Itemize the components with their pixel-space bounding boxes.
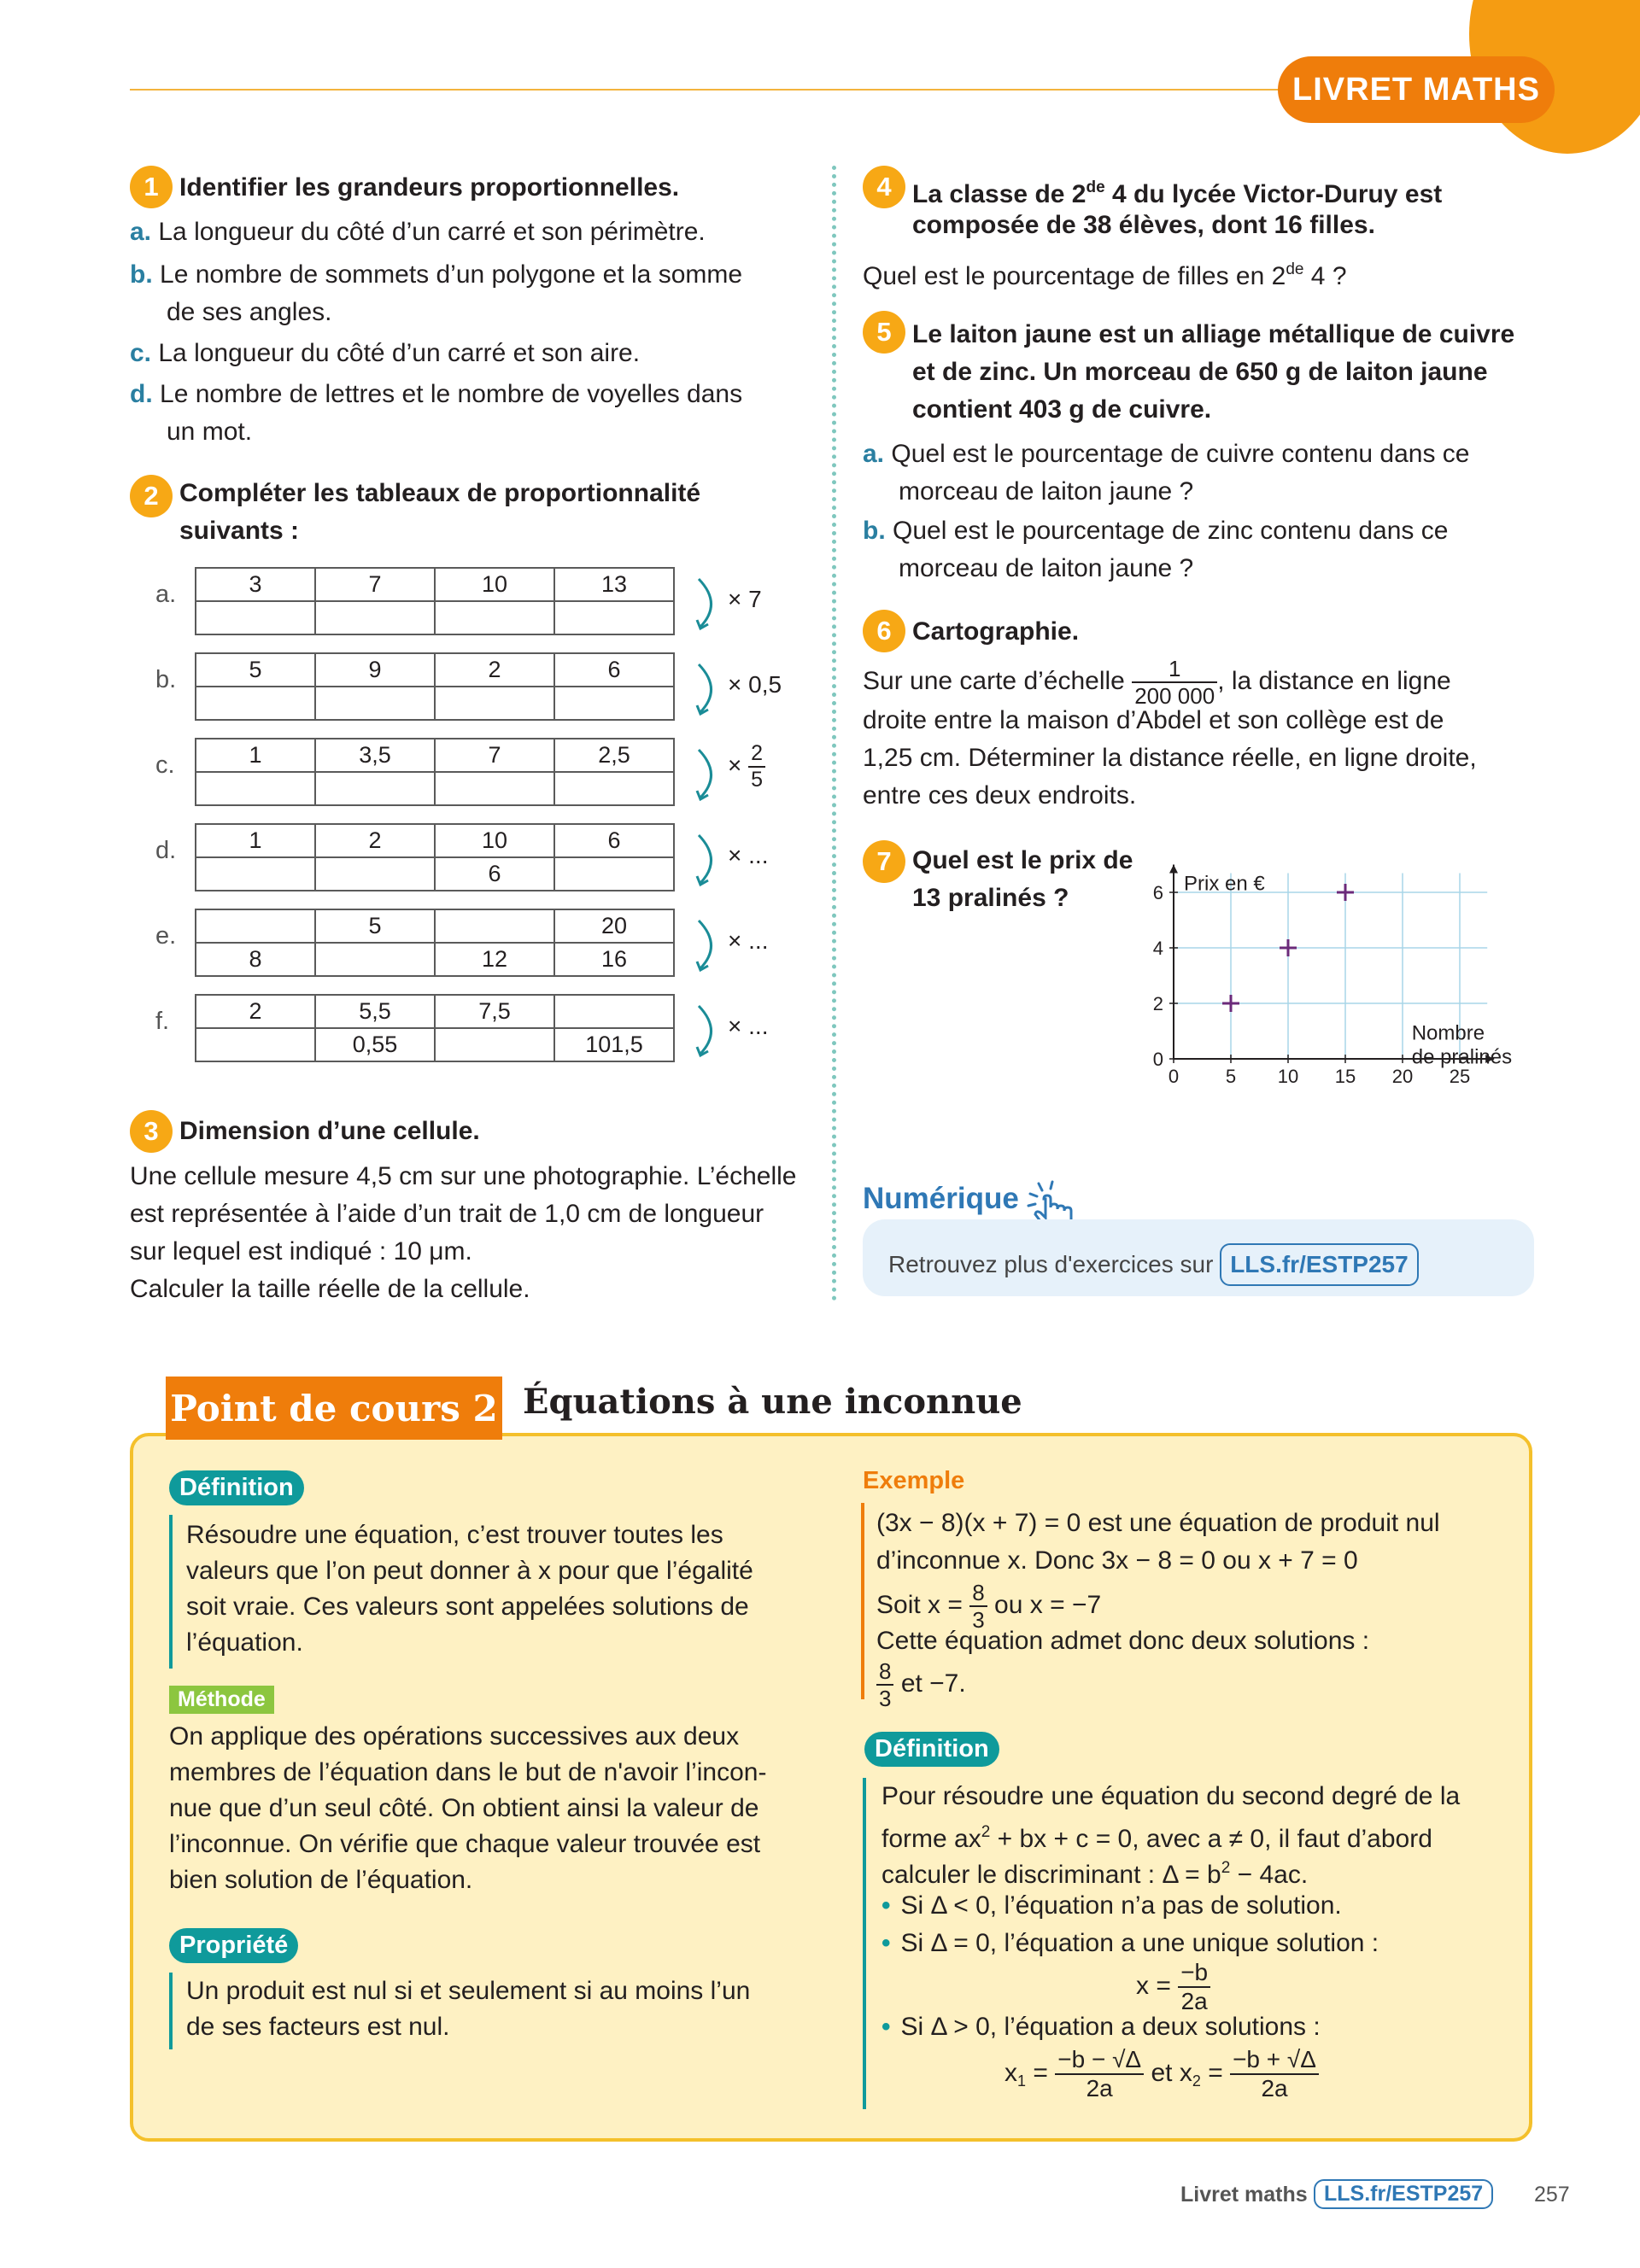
table-cell: 6 [435, 857, 554, 891]
column-separator [832, 166, 836, 1301]
example-line: Cette équation admet donc deux solutions : [876, 1627, 1370, 1655]
definition-bar [863, 1778, 866, 2109]
x-axis-title: Nombre [1411, 1021, 1485, 1045]
course-tag: Point de cours 2 [166, 1377, 502, 1440]
method-line: l’inconnue. On vérifie que chaque valeur trouvée est [169, 1830, 761, 1858]
property-line: Un produit est nul si et seulement si au moins l’un [186, 1977, 751, 2005]
table-cell: 2 [435, 653, 554, 687]
table-cell: 10 [435, 824, 554, 857]
table-cell: 1 [196, 824, 315, 857]
q5-item-b-cont: morceau de laiton jaune ? [899, 554, 1194, 582]
table-cell: 9 [315, 653, 435, 687]
table-cell: 2,5 [554, 739, 674, 772]
table-cell [315, 772, 435, 805]
table-cell [435, 687, 554, 720]
exercise-6-title: Cartographie. [912, 617, 1080, 646]
q6-line: Sur une carte d’échelle $\frac{1}{200 000}$ , la distance en ligne [863, 656, 1451, 709]
exercise-3-title: Dimension d’une cellule. [179, 1117, 480, 1145]
table-row [196, 824, 674, 857]
table-cell [196, 687, 315, 720]
q1-item-a: a. La longueur du côté d’un carré et son périmètre. [130, 218, 706, 246]
table-row [196, 1028, 674, 1061]
q5-item-b: b. Quel est le pourcentage de zinc contenu dans ce [863, 517, 1449, 545]
table-row [196, 687, 674, 720]
table-cell [554, 995, 674, 1028]
table-row [196, 601, 674, 634]
definition2-line: calculer le discriminant : $\Delta = b^2 - 4ac$. [882, 1859, 1309, 1889]
table-cell: 16 [554, 943, 674, 976]
example-bar [861, 1503, 864, 1699]
q6-line: entre ces deux endroits. [863, 781, 1137, 810]
q1-item-b: b. Le nombre de sommets d’un polygone et la somme [130, 260, 743, 289]
table-row [196, 857, 674, 891]
q3-line: sur lequel est indiqué : 10 μm. [130, 1237, 472, 1266]
table-cell: 2 [315, 824, 435, 857]
table-cell: 5,5 [315, 995, 435, 1028]
table-cell [315, 857, 435, 891]
exercise-number-2: 2 [130, 475, 173, 517]
q5-item-a-cont: morceau de laiton jaune ? [899, 477, 1194, 506]
table-row [196, 739, 674, 772]
table-cell [435, 909, 554, 943]
exercise-number-7: 7 [863, 840, 905, 883]
table-cell: 13 [554, 568, 674, 601]
table-cell [435, 772, 554, 805]
method-line: membres de l’équation dans le but de n'avoir l’incon- [169, 1758, 767, 1786]
table-row [196, 995, 674, 1028]
curved-arrow-icon [695, 1002, 724, 1059]
table-cell: 7 [435, 739, 554, 772]
exercise-5-title: Le laiton jaune est un alliage métallique de cuivre [912, 320, 1515, 348]
curved-arrow-icon [695, 746, 724, 803]
example-line: Soit x = $\frac{8}{3}$ ou x = −7 [876, 1580, 1102, 1633]
exercise-number-6: 6 [863, 610, 905, 652]
definition-line: l’équation. [186, 1628, 303, 1657]
numerique-link[interactable]: LLS.fr/ESTP257 [1220, 1243, 1419, 1286]
q3-line: Calculer la taille réelle de la cellule. [130, 1275, 530, 1303]
proportionality-table [195, 652, 675, 721]
table-row [196, 568, 674, 601]
method-line: nue que d’un seul côté. On obtient ainsi la valeur de [169, 1794, 759, 1822]
x-tick-label: 10 [1277, 1066, 1299, 1087]
price-chart [1128, 845, 1529, 1093]
table-cell [554, 601, 674, 634]
y-axis-title: Prix en € [1184, 872, 1265, 896]
q6-line: 1,25 cm. Déterminer la distance réelle, en ligne droite, [863, 744, 1477, 772]
footer-label: Livret maths [1180, 2183, 1308, 2207]
example-line: (3x − 8)(x + 7) = 0 est une équation de produit nul [876, 1509, 1440, 1537]
q1-item-b-cont: de ses angles. [167, 298, 332, 326]
table-row [196, 653, 674, 687]
q3-line: Une cellule mesure 4,5 cm sur une photographie. L’échelle [130, 1162, 797, 1190]
table-factor: × 7 [728, 586, 762, 612]
exercise-number-4: 4 [863, 166, 905, 208]
table-cell [315, 943, 435, 976]
table-cell [554, 687, 674, 720]
definition-line: soit vraie. Ces valeurs sont appelées solutions de [186, 1593, 749, 1621]
page-number: 257 [1534, 2183, 1570, 2207]
exercise-2-title: Compléter les tableaux de proportionnalité [179, 479, 701, 507]
table-cell [196, 1028, 315, 1061]
data-point [1222, 995, 1239, 1012]
table-cell: 3,5 [315, 739, 435, 772]
q3-line: est représentée à l’aide d’un trait de 1,0 cm de longueur [130, 1200, 764, 1228]
table-cell: 6 [554, 653, 674, 687]
table-cell: 3 [196, 568, 315, 601]
definition-badge: Définition [169, 1470, 304, 1505]
table-cell: 7,5 [435, 995, 554, 1028]
definition2-bullet: • Si Δ > 0, l’équation a deux solutions : [882, 2013, 1321, 2041]
definition2-bullet: • Si Δ < 0, l’équation n’a pas de solution. [882, 1891, 1342, 1920]
exercise-4-title: La classe de 2de 4 du lycée Victor-Duruy est [912, 178, 1443, 208]
curved-arrow-icon [695, 576, 724, 632]
q1-item-c: c. La longueur du côté d’un carré et son aire. [130, 339, 641, 367]
exercise-7-title: Quel est le prix de [912, 846, 1133, 874]
table-cell [315, 687, 435, 720]
table-cell [196, 909, 315, 943]
q1-item-d-cont: un mot. [167, 418, 253, 446]
header-rule [130, 89, 1292, 91]
q6-line: droite entre la maison d’Abdel et son collège est de [863, 706, 1444, 734]
q1-item-d: d. Le nombre de lettres et le nombre de voyelles dans [130, 380, 743, 408]
proportionality-table [195, 567, 675, 635]
footer-link[interactable]: LLS.fr/ESTP257 [1314, 2179, 1493, 2209]
q5-item-a: a. Quel est le pourcentage de cuivre contenu dans ce [863, 440, 1470, 468]
y-tick-label: 4 [1152, 938, 1163, 959]
x-tick-label: 25 [1449, 1066, 1471, 1087]
x-axis-title: de pralinés [1411, 1045, 1513, 1069]
method-line: On applique des opérations successives aux deux [169, 1722, 740, 1751]
table-factor: × 0,5 [728, 671, 782, 698]
data-point [1337, 884, 1354, 901]
exercise-number-3: 3 [130, 1110, 173, 1153]
property-line: de ses facteurs est nul. [186, 2013, 450, 2041]
definition2-line: forme $ax^2$ + bx + c = 0, avec a ≠ 0, il faut d’abord [882, 1823, 1432, 1853]
table-cell: 7 [315, 568, 435, 601]
table-cell [196, 601, 315, 634]
exercise-number-5: 5 [863, 311, 905, 354]
table-cell: 5 [315, 909, 435, 943]
table-label: d. [155, 837, 177, 864]
proportionality-table [195, 823, 675, 891]
y-tick-label: 0 [1152, 1049, 1163, 1070]
x-tick-label: 0 [1168, 1066, 1180, 1087]
example-line: $\frac{8}{3}$ et −7. [876, 1660, 966, 1710]
proportionality-table [195, 909, 675, 977]
table-cell: 10 [435, 568, 554, 601]
numerique-title: Numérique [863, 1182, 1019, 1215]
y-tick-label: 6 [1152, 882, 1163, 903]
table-row [196, 909, 674, 943]
exercise-2-title-cont: suivants : [179, 517, 300, 545]
definition2-line: Pour résoudre une équation du second degré de la [882, 1782, 1461, 1810]
table-cell [435, 601, 554, 634]
exercise-number-1: 1 [130, 166, 173, 208]
table-cell: 101,5 [554, 1028, 674, 1061]
table-cell: 1 [196, 739, 315, 772]
table-factor: × ... [728, 1013, 769, 1039]
table-cell [196, 857, 315, 891]
table-cell [315, 601, 435, 634]
x-tick-label: 20 [1391, 1066, 1414, 1087]
exercise-5-title-cont: et de zinc. Un morceau de 650 g de laiton jaune [912, 358, 1488, 386]
exercise-5-title-cont: contient 403 g de cuivre. [912, 395, 1212, 424]
x-tick-label: 5 [1225, 1066, 1237, 1087]
proportionality-table [195, 994, 675, 1062]
table-factor: × $\frac{2}{5}$ [728, 743, 765, 791]
data-point [1280, 939, 1297, 956]
two-solutions-formula: $x_1$ = $\frac{-b - √\Delta}{2a}$ et $x_2$ = $\frac{-b + √\Delta}{2a}$ [1004, 2048, 1319, 2101]
exercise-1-title: Identifier les grandeurs proportionnelles. [179, 173, 680, 202]
table-label: c. [155, 751, 175, 779]
exercise-7-title-cont: 13 pralinés ? [912, 884, 1069, 912]
table-cell: 2 [196, 995, 315, 1028]
table-cell: 12 [435, 943, 554, 976]
course-title: Équations à une inconnue [523, 1382, 1022, 1422]
definition-bar [169, 1515, 173, 1669]
exercise-4-title-cont: composée de 38 élèves, dont 16 filles. [912, 211, 1375, 239]
table-cell [554, 772, 674, 805]
curved-arrow-icon [695, 661, 724, 717]
table-row [196, 772, 674, 805]
table-cell [196, 772, 315, 805]
property-bar [169, 1973, 173, 2049]
table-cell: 20 [554, 909, 674, 943]
y-tick-label: 2 [1152, 993, 1163, 1014]
table-row [196, 943, 674, 976]
x-tick-label: 15 [1334, 1066, 1356, 1087]
proportionality-table [195, 738, 675, 806]
table-cell: 6 [554, 824, 674, 857]
table-label: e. [155, 922, 177, 950]
method-line: bien solution de l’équation. [169, 1866, 473, 1894]
y-axis-arrow [1169, 865, 1178, 874]
example-label: Exemple [863, 1467, 965, 1494]
table-cell [435, 1028, 554, 1061]
curved-arrow-icon [695, 917, 724, 973]
table-cell [554, 857, 674, 891]
definition-line: valeurs que l’on peut donner à x pour que l’égalité [186, 1557, 753, 1585]
method-badge: Méthode [169, 1686, 274, 1714]
definition-line: Résoudre une équation, c’est trouver toutes les [186, 1521, 723, 1549]
definition2-bullet: • Si Δ = 0, l’équation a une unique solution : [882, 1929, 1379, 1957]
table-label: f. [155, 1008, 170, 1035]
q4-question: Quel est le pourcentage de filles en 2de 4 ? [863, 260, 1347, 290]
table-label: a. [155, 581, 177, 608]
header-title: LIVRET MATHS [1278, 56, 1555, 123]
table-cell: 8 [196, 943, 315, 976]
table-cell: 0,55 [315, 1028, 435, 1061]
table-cell: 5 [196, 653, 315, 687]
table-factor: × ... [728, 842, 769, 868]
table-label: b. [155, 666, 177, 693]
unique-solution-formula: x = $\frac{-b}{2a}$ [1136, 1961, 1210, 2014]
property-badge: Propriété [169, 1928, 298, 1963]
table-factor: × ... [728, 927, 769, 954]
curved-arrow-icon [695, 832, 724, 888]
numerique-text: Retrouvez plus d'exercices sur LLS.fr/ESTP257 [888, 1243, 1419, 1286]
example-line: d’inconnue x. Donc 3x − 8 = 0 ou x + 7 = 0 [876, 1546, 1358, 1575]
definition-badge: Définition [864, 1732, 999, 1767]
